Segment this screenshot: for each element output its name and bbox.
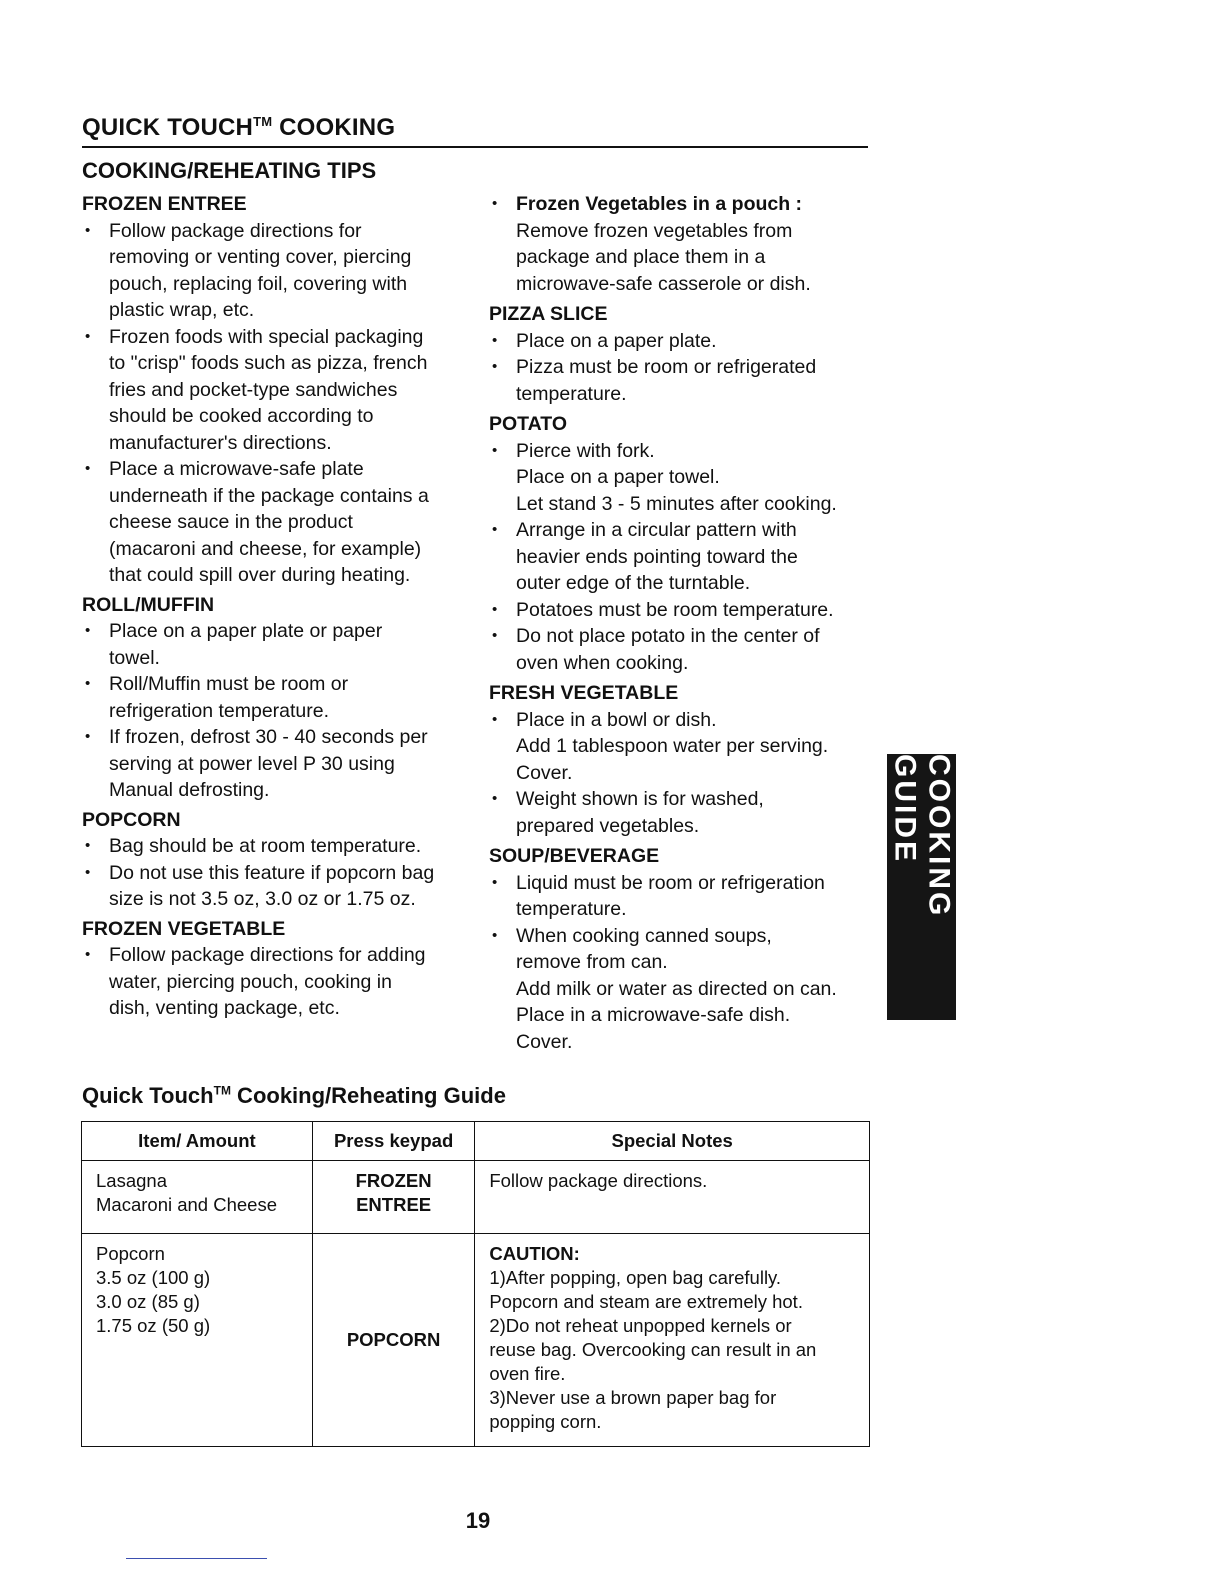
guide-title-tail: Cooking/Reheating Guide	[230, 1083, 506, 1108]
tip-line: cheese sauce in the product	[109, 511, 353, 533]
tip-bullet	[82, 860, 472, 913]
tip-line: • Do not place potato in the center of	[516, 625, 820, 647]
tip-bullet	[489, 786, 879, 839]
tip-line: Add 1 tablespoon water per serving.	[516, 735, 829, 757]
item-line: 3.5 oz (100 g)	[96, 1267, 211, 1288]
note-line: Follow package directions.	[489, 1170, 708, 1191]
tip-line: Let stand 3 - 5 minutes after cooking.	[516, 492, 837, 515]
tip-line: Cover.	[516, 761, 573, 784]
tip-line: • Weight shown is for washed,	[516, 788, 764, 810]
tip-bullet	[82, 942, 472, 1022]
tip-line: (macaroni and cheese, for example)	[109, 537, 422, 560]
tip-line: • Liquid must be room or refrigeration	[516, 871, 825, 894]
tip-bullet	[489, 354, 879, 407]
column-header-keypad: Press keypad	[312, 1122, 474, 1161]
tip-list	[82, 218, 472, 589]
item-line: Popcorn	[96, 1243, 165, 1264]
tip-line: • Bag should be at room temperature.	[109, 835, 422, 857]
tip-line: • If frozen, defrost 30 - 40 seconds per	[109, 726, 428, 748]
note-line: 1)After popping, open bag carefully.	[489, 1267, 782, 1288]
header-title-main: QUICK TOUCH	[82, 114, 254, 141]
tip-bullet	[82, 324, 472, 457]
tip-bullet	[489, 517, 879, 597]
guide-title	[82, 1083, 506, 1109]
tip-list	[489, 707, 879, 840]
tip-line: Remove frozen vegetables from	[516, 219, 793, 242]
tip-category-heading: SOUP/BEVERAGE	[489, 845, 660, 867]
header-title-tail: COOKING	[272, 114, 396, 141]
tip-line: refrigeration temperature.	[109, 699, 330, 722]
item-line: 1.75 oz (50 g)	[96, 1315, 211, 1336]
tip-line: temperature.	[516, 382, 627, 405]
tip-bullet	[489, 328, 879, 355]
tip-title: • Frozen Vegetables in a pouch :	[516, 193, 803, 215]
section-title: COOKING/REHEATING TIPS	[82, 158, 377, 183]
tip-line: • Potatoes must be room temperature.	[516, 598, 834, 621]
tip-bullet	[489, 870, 879, 923]
tip-bullet	[82, 724, 472, 804]
notes-cell	[475, 1161, 870, 1234]
caution-label: CAUTION:	[489, 1243, 580, 1264]
column-header-item: Item/ Amount	[82, 1122, 313, 1161]
tip-category-heading: FRESH VEGETABLE	[489, 682, 679, 704]
tip-bullet	[489, 438, 879, 518]
tip-category-heading: FROZEN ENTREE	[82, 193, 247, 215]
tip-line: underneath if the package contains a	[109, 484, 429, 507]
tip-line: to "crisp" foods such as pizza, french	[109, 352, 428, 374]
note-line: Popcorn and steam are extremely hot.	[489, 1291, 803, 1312]
tip-line: serving at power level P 30 using	[109, 752, 395, 775]
tip-bullet	[489, 597, 879, 624]
note-line: reuse bag. Overcooking can result in an	[489, 1339, 817, 1360]
notes-cell	[475, 1234, 870, 1447]
note-line: oven fire.	[489, 1363, 566, 1384]
tip-line: oven when cooking.	[516, 651, 689, 674]
tip-bullet	[489, 707, 879, 787]
tip-line: package and place them in a	[516, 246, 766, 268]
tip-line: • Pierce with fork.	[516, 439, 655, 462]
tip-list	[82, 833, 472, 913]
tip-line: dish, venting package, etc.	[109, 997, 340, 1019]
header-trademark: TM	[253, 114, 273, 129]
page-header-title	[82, 114, 868, 148]
tip-line: Place in a microwave-safe dish.	[516, 1004, 791, 1026]
footer-rule	[126, 1558, 267, 1559]
tip-line: • Roll/Muffin must be room or	[109, 673, 349, 695]
note-line: popping corn.	[489, 1411, 602, 1432]
tip-line: • When cooking canned soups,	[516, 924, 772, 947]
tip-line: Cover.	[516, 1030, 573, 1053]
item-line: Macaroni and Cheese	[96, 1194, 277, 1215]
tip-bullet	[489, 623, 879, 676]
tip-line: size is not 3.5 oz, 3.0 oz or 1.75 oz.	[109, 888, 416, 910]
cooking-guide-tab	[887, 754, 956, 1020]
tip-line: remove from can.	[516, 951, 668, 973]
item-cell	[82, 1161, 313, 1234]
tip-bullet	[82, 618, 472, 671]
tip-list	[489, 328, 879, 408]
tip-line: fries and pocket-type sandwiches	[109, 378, 398, 401]
tips-left-column	[82, 191, 472, 1025]
tip-bullet	[489, 923, 879, 1056]
guide-title-main: Quick Touch	[82, 1083, 214, 1108]
tip-line: removing or venting cover, piercing	[109, 246, 412, 268]
tip-list	[82, 942, 472, 1022]
reheating-guide-table	[81, 1121, 870, 1447]
tip-line: temperature.	[516, 898, 627, 920]
tip-line: towel.	[109, 646, 160, 669]
tip-line: heavier ends pointing toward the	[516, 545, 798, 568]
tip-bullet	[489, 191, 879, 297]
tip-line: • Follow package directions for adding	[109, 944, 426, 966]
tip-line: • Place on a paper plate or paper	[109, 620, 383, 642]
tip-list	[489, 438, 879, 677]
tip-line: • Arrange in a circular pattern with	[516, 519, 797, 541]
page-number: 19	[465, 1508, 491, 1533]
guide-trademark: TM	[213, 1083, 231, 1098]
item-line: Lasagna	[96, 1170, 167, 1191]
tip-line: Place on a paper towel.	[516, 466, 720, 488]
tip-line: microwave-safe casserole or dish.	[516, 272, 811, 295]
tip-line: prepared vegetables.	[516, 814, 700, 837]
column-header-notes: Special Notes	[475, 1122, 870, 1161]
keypad-label: FROZEN	[355, 1170, 432, 1191]
keypad-cell	[312, 1161, 474, 1234]
tip-line: should be cooked according to	[109, 405, 374, 427]
frozen-vegetables-pouch-tip	[489, 191, 879, 297]
tips-right-column	[489, 191, 879, 1058]
tip-line: • Follow package directions for	[109, 219, 362, 242]
right-groups	[489, 301, 879, 1055]
tip-category-heading: POPCORN	[82, 808, 181, 831]
tip-line: • Place on a paper plate.	[516, 329, 717, 352]
tip-list	[489, 870, 879, 1056]
tip-category-heading: FROZEN VEGETABLE	[82, 917, 286, 940]
note-line: 3)Never use a brown paper bag for	[489, 1387, 777, 1408]
tip-line: • Do not use this feature if popcorn bag	[109, 861, 435, 884]
tip-line: that could spill over during heating.	[109, 564, 411, 586]
tip-category-heading: PIZZA SLICE	[489, 303, 608, 325]
item-line: 3.0 oz (85 g)	[96, 1291, 200, 1312]
table-row	[82, 1161, 870, 1234]
tip-line: outer edge of the turntable.	[516, 572, 751, 594]
tip-bullet	[82, 833, 472, 860]
tip-line: manufacturer's directions.	[109, 431, 332, 454]
tip-line: Add milk or water as directed on can.	[516, 977, 837, 1000]
keypad-label: POPCORN	[346, 1329, 441, 1350]
tip-line: • Place a microwave-safe plate	[109, 458, 364, 480]
tip-line: plastic wrap, etc.	[109, 299, 255, 321]
note-line: 2)Do not reheat unpopped kernels or	[489, 1315, 792, 1336]
keypad-label: ENTREE	[356, 1194, 432, 1215]
tip-line: Manual defrosting.	[109, 779, 270, 801]
tip-line: • Place in a bowl or dish.	[516, 708, 717, 731]
table-header-row	[82, 1122, 870, 1161]
table-row	[82, 1234, 870, 1447]
tip-list	[82, 618, 472, 804]
cooking-guide-tab-label: COOKING GUIDE	[888, 754, 956, 919]
tip-line: • Pizza must be room or refrigerated	[516, 356, 817, 378]
tip-bullet	[82, 456, 472, 589]
tip-line: pouch, replacing foil, covering with	[109, 272, 408, 295]
tip-category-heading: ROLL/MUFFIN	[82, 593, 215, 616]
item-cell	[82, 1234, 313, 1447]
tip-category-heading: POTATO	[489, 413, 567, 435]
tip-line: water, piercing pouch, cooking in	[109, 970, 392, 993]
tip-line: • Frozen foods with special packaging	[109, 325, 424, 348]
tip-bullet	[82, 218, 472, 324]
keypad-cell	[312, 1234, 474, 1447]
tip-bullet	[82, 671, 472, 724]
